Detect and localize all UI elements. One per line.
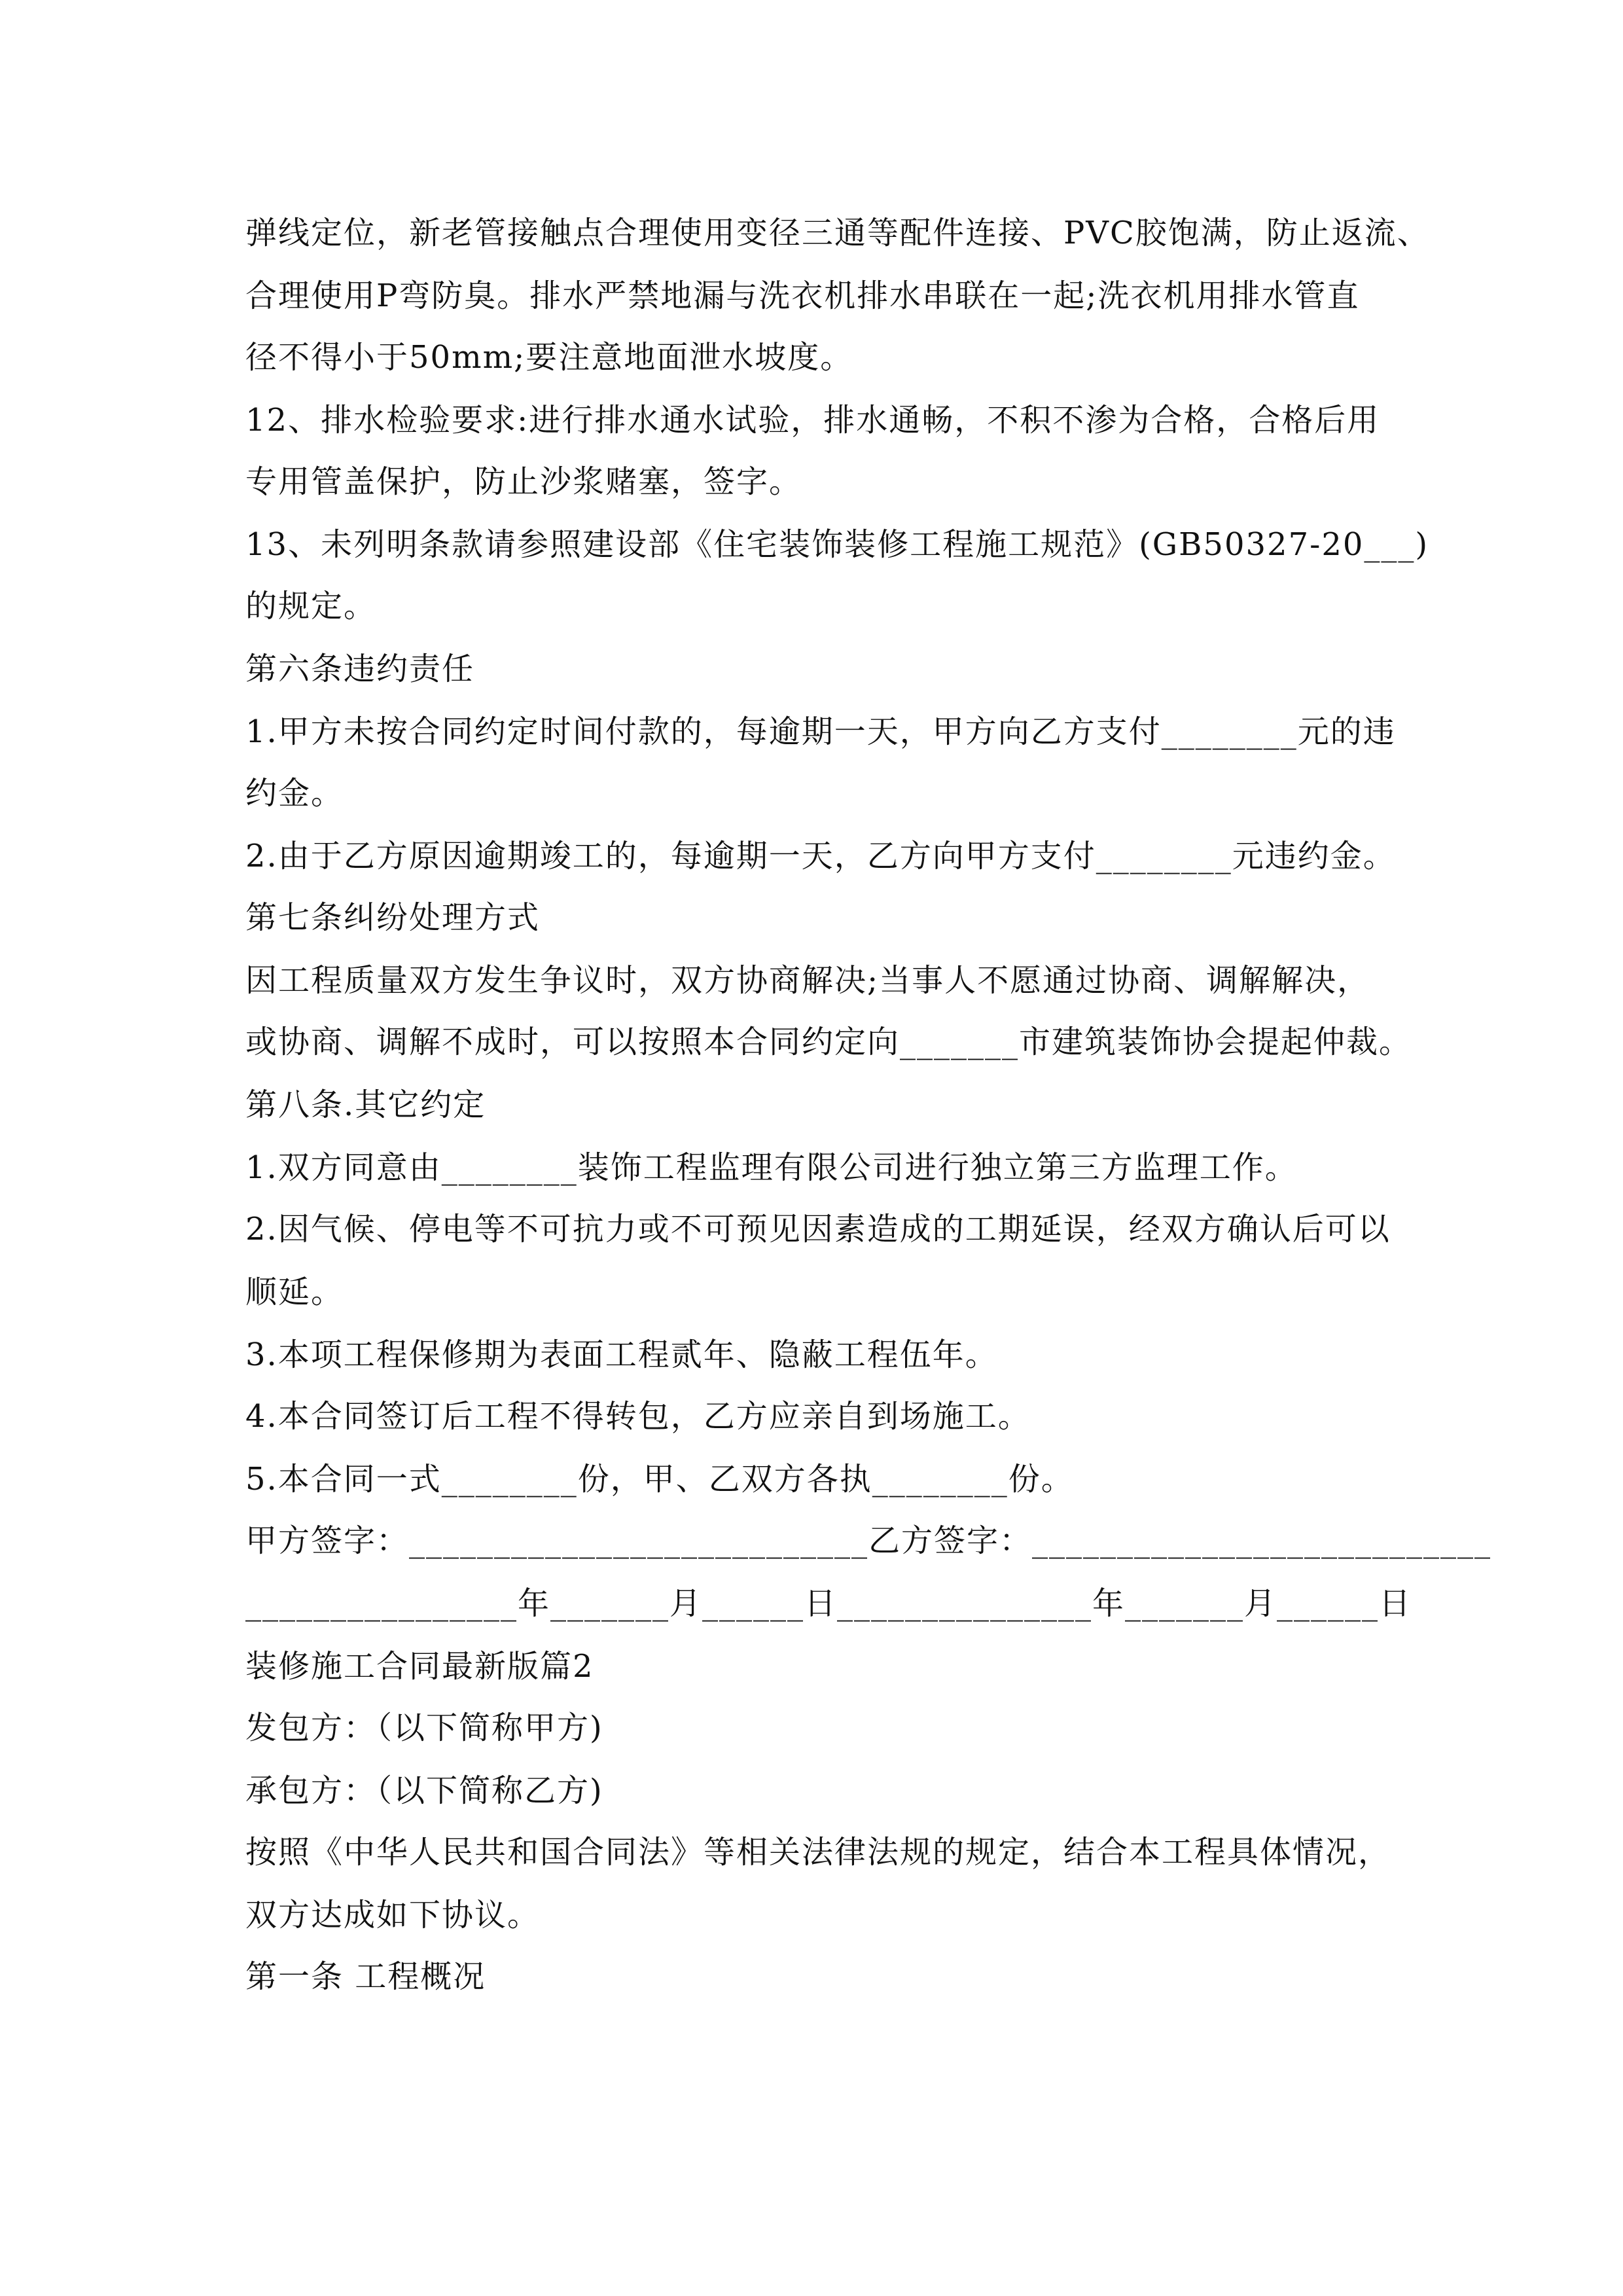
party-a-line: 发包方：（以下简称甲方) <box>245 1710 603 1746</box>
text-line-17: 2.因气候、停电等不可抗力或不可预见因素造成的工期延误，经双方确认后可以 <box>245 1211 1391 1247</box>
text-line-18: 顺延。 <box>245 1274 344 1310</box>
text-line-1: 弹线定位，新老管接触点合理使用变径三通等配件连接、PVC胶饱满，防止返流、 <box>245 215 1430 251</box>
text-line-6: 13、未列明条款请参照建设部《住宅装饰装修工程施工规范》(GB50327-20___) <box>245 526 1429 563</box>
text-line-11: 2.由于乙方原因逾期竣工的，每逾期一天，乙方向甲方支付________元违约金。 <box>245 838 1396 874</box>
section-heading-6: 第六条违约责任 <box>245 651 475 687</box>
section-heading-1: 第一条 工程概况 <box>245 1958 486 1995</box>
text-line-4: 12、排水检验要求:进行排水通水试验，排水通畅，不积不渗为合格，合格后用 <box>245 402 1380 439</box>
text-line-5: 专用管盖保护，防止沙浆赌塞，签字。 <box>245 463 802 500</box>
text-line-3: 径不得小于50mm;要注意地面泄水坡度。 <box>245 339 853 376</box>
text-line-27: 按照《中华人民共和国合同法》等相关法律法规的规定，结合本工程具体情况， <box>245 1834 1391 1871</box>
text-line-10: 约金。 <box>245 775 344 812</box>
text-line-14: 或协商、调解不成时，可以按照本合同约定向_______市建筑装饰协会提起仲裁。 <box>245 1024 1412 1060</box>
text-line-13: 因工程质量双方发生争议时，双方协商解决;当事人不愿通过协商、调解解决， <box>245 962 1370 999</box>
text-line-7: 的规定。 <box>245 588 377 624</box>
text-line-2: 合理使用P弯防臭。排水严禁地漏与洗衣机排水串联在一起;洗衣机用排水管直 <box>245 278 1360 314</box>
text-line-20: 4.本合同签订后工程不得转包，乙方应亲自到场施工。 <box>245 1398 1031 1435</box>
text-line-16: 1.双方同意由________装饰工程监理有限公司进行独立第三方监理工作。 <box>245 1149 1298 1186</box>
text-line-19: 3.本项工程保修期为表面工程贰年、隐蔽工程伍年。 <box>245 1336 998 1373</box>
text-line-21: 5.本合同一式________份，甲、乙双方各执________份。 <box>245 1461 1074 1498</box>
contract-title-2: 装修施工合同最新版篇2 <box>245 1648 594 1685</box>
section-heading-7: 第七条纠纷处理方式 <box>245 899 541 936</box>
date-line: ________________年_______月______日_______________年_______月______日 <box>245 1585 1412 1622</box>
section-heading-8: 第八条.其它约定 <box>245 1086 486 1123</box>
text-line-28: 双方达成如下协议。 <box>245 1897 541 1933</box>
text-line-9: 1.甲方未按合同约定时间付款的，每逾期一天，甲方向乙方支付________元的违 <box>245 713 1396 750</box>
party-b-line: 承包方：（以下简称乙方) <box>245 1772 603 1809</box>
signature-line: 甲方签字：___________________________乙方签字：___________________________ <box>245 1522 1492 1559</box>
